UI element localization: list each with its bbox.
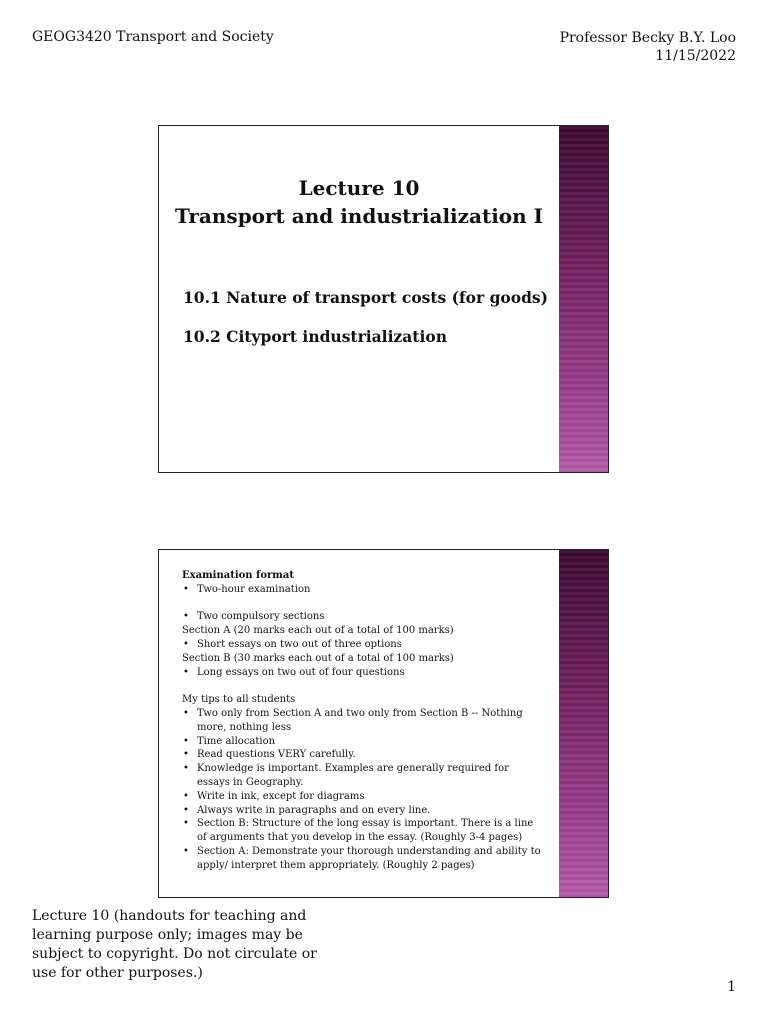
outline-item: 10.1 Nature of transport costs (for goods) [183, 288, 548, 307]
slide-decoration-stripe [559, 126, 608, 472]
bullet-item: • Write in ink, except for diagrams [182, 790, 542, 804]
author-name: Professor Becky B.Y. Loo [559, 30, 736, 46]
bullet-item: • Read questions VERY carefully. [182, 748, 542, 762]
exam-format-heading: Examination format [182, 570, 294, 581]
section-line: Section B (30 marks each out of a total of 100 marks) [182, 652, 454, 664]
section-line: My tips to all students [182, 694, 296, 706]
footer-note: Lecture 10 (handouts for teaching and learning purpose only; images may be subject to copyright. Do not circulate or use for other purposes.) [32, 908, 317, 981]
bullet-item: • Knowledge is important. Examples are generally required for essays in Geography. [182, 762, 542, 790]
lecture-number: Lecture 10 [298, 176, 420, 200]
bullet-item: • Section A: Demonstrate your thorough understanding and ability to apply/ interpret them appropriately. (Roughly 2 pages) [182, 845, 542, 873]
slide-1-outline [183, 288, 548, 366]
bullet-item: • Short essays on two out of three options [182, 638, 542, 652]
bullet-item: • Always write in paragraphs and on every line. [182, 804, 542, 818]
outline-item: 10.2 Cityport industrialization [183, 327, 447, 346]
bullet-item: • Long essays on two out of four questions [182, 666, 542, 680]
section-line: Section A (20 marks each out of a total of 100 marks) [182, 625, 454, 637]
exam-format-list [182, 583, 542, 873]
bullet-item: • Section B: Structure of the long essay is important. There is a line of arguments that you develop in the essay. (Roughly 3-4 pages) [182, 817, 542, 845]
spacer [182, 679, 542, 693]
lecture-topic: Transport and industrialization I [174, 204, 544, 228]
bullet-item: • Two compulsory sections [182, 610, 542, 624]
slide-2-body [182, 569, 542, 873]
page-number: 1 [727, 979, 736, 995]
slide-decoration-stripe [559, 550, 608, 897]
slide-1-title [159, 174, 559, 230]
course-title: GEOG3420 Transport and Society [32, 29, 274, 45]
bullet-item: • Two-hour examination [182, 583, 542, 597]
document-date: 11/15/2022 [655, 48, 736, 64]
bullet-item: • Two only from Section A and two only from Section B -- Nothing more, nothing less [182, 707, 542, 735]
header-right [560, 29, 736, 65]
bullet-item: • Time allocation [182, 735, 542, 749]
slide-1 [158, 125, 609, 473]
spacer [182, 597, 542, 611]
slide-2 [158, 549, 609, 898]
